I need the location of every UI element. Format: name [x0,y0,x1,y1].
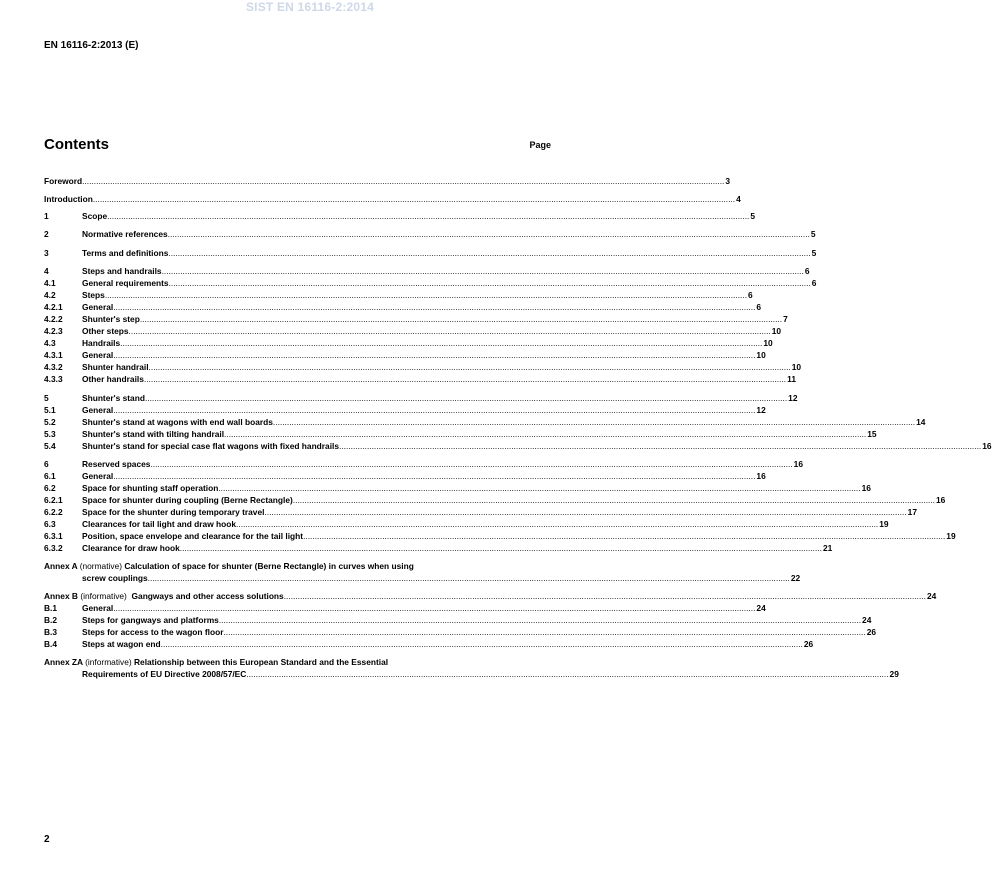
toc-title: General [82,350,114,360]
toc-page: 11 [787,374,796,384]
toc-title: General [82,603,114,613]
toc-row[interactable] [44,301,762,313]
toc-page: 16 [861,483,871,493]
toc-title: Scope [82,211,108,221]
toc-title: General requirements [82,278,169,288]
toc-page: 16 [982,441,992,451]
toc-title: screw couplings [82,573,148,583]
toc-page: 10 [756,350,766,360]
toc-page: 6 [748,290,753,300]
toc-row[interactable] [44,518,889,530]
toc-title: Clearances for tail light and draw hook [82,519,237,529]
toc-page: 19 [879,519,889,529]
toc-title: Steps at wagon end [82,639,161,649]
table-of-contents [44,0,992,877]
toc-title: General [82,405,114,415]
toc-title: Position, space envelope and clearance for the tail light [82,531,304,541]
toc-number: 4.2 [44,290,56,300]
toc-title: Normative references [82,229,168,239]
toc-title: Shunter's stand for special case flat wagons with fixed handrails [82,441,340,451]
toc-page: 6 [756,302,762,312]
toc-title: Shunter's stand [82,393,145,403]
toc-title: Handrails [82,338,121,348]
toc-number: B.1 [44,603,58,613]
toc-page: 26 [803,639,814,649]
toc-page: 5 [810,229,816,239]
page-column-label: Page [529,140,551,150]
toc-row[interactable] [44,289,753,301]
toc-number: 6.2.2 [44,507,63,517]
toc-row[interactable] [44,373,796,385]
toc-page: 24 [756,603,766,613]
toc-row[interactable] [44,325,782,337]
toc-number: 5.4 [44,441,56,451]
toc-number: 6.3.2 [44,543,63,553]
toc-page: 12 [756,405,766,415]
toc-row[interactable] [44,416,926,428]
toc-title: Requirements of EU Directive 2008/57/EC [82,669,247,679]
toc-number: 4.3 [44,338,56,348]
toc-page: 3 [725,176,731,186]
toc-row[interactable] [44,265,810,277]
toc-row[interactable] [44,392,798,404]
annex-prefix: Annex ZA [44,657,83,667]
toc-row[interactable] [44,506,917,518]
toc-page: 7 [783,314,788,324]
toc-page: 6 [811,278,817,288]
annex-title: Relationship between this European Standard and the Essential [133,657,389,667]
toc-number: 6 [44,459,49,469]
toc-row[interactable] [44,470,766,482]
toc-row[interactable] [44,277,817,289]
toc-page: 26 [866,627,877,637]
toc-title: Introduction [44,194,93,204]
toc-page: 10 [771,326,782,336]
page-number: 2 [44,834,50,845]
toc-title: Shunter handrail [82,362,149,372]
toc-number: B.2 [44,615,58,625]
toc-title: Other steps [82,326,129,336]
toc-page: 29 [889,669,899,679]
toc-number: 5.1 [44,405,56,415]
toc-row[interactable] [44,228,816,240]
toc-number: B.3 [44,627,58,637]
toc-number: 4 [44,266,49,276]
toc-row[interactable] [44,530,956,542]
toc-row[interactable] [44,626,877,638]
annex-prefix: Annex B [44,591,78,601]
toc-title: Shunter's step [82,314,140,324]
toc-title: Steps and handrails [82,266,162,276]
toc-annex-a-heading[interactable] [44,560,553,572]
toc-number: 2 [44,229,49,239]
toc-page: 16 [793,459,803,469]
annex-type: (informative) [85,657,132,667]
toc-page: 10 [763,338,773,348]
toc-row[interactable] [44,404,766,416]
toc-title: Other handrails [82,374,144,384]
toc-row[interactable] [44,337,773,349]
toc-row[interactable] [44,428,877,440]
toc-row[interactable] [44,349,766,361]
toc-page: 24 [926,591,937,601]
toc-page: 14 [916,417,926,427]
toc-number: B.4 [44,639,58,649]
toc-page: 15 [867,429,877,439]
toc-row[interactable] [44,614,872,626]
toc-number: 1 [44,211,49,221]
toc-row-foreword[interactable] [44,175,731,187]
toc-title: Space for the shunter during temporary travel [82,507,265,517]
toc-page: 6 [804,266,810,276]
toc-title: Steps for access to the wagon floor [82,627,224,637]
toc-row[interactable] [44,542,833,554]
toc-number: 4.3.3 [44,374,63,384]
toc-title: Space for shunting staff operation [82,483,219,493]
toc-number: 4.2.3 [44,326,63,336]
toc-page: 24 [862,615,872,625]
toc-title: General [82,471,114,481]
toc-number: 6.1 [44,471,56,481]
toc-page: 4 [736,194,741,204]
toc-number: 4.3.1 [44,350,63,360]
toc-page: 5 [750,211,756,221]
annex-title: Gangways and other access solutions [131,591,284,601]
toc-title: Steps [82,290,105,300]
annex-type: (informative) [80,591,127,601]
toc-number: 6.3 [44,519,56,529]
toc-page: 10 [791,362,802,372]
toc-number: 4.2.1 [44,302,63,312]
toc-title: Foreword [44,176,83,186]
toc-page: 5 [811,248,817,258]
toc-row-annex-a[interactable] [44,572,801,584]
toc-number: 4.1 [44,278,56,288]
toc-row[interactable] [44,440,992,452]
toc-title: Shunter's stand at wagons with end wall boards [82,417,273,427]
annex-title: Calculation of space for shunter (Berne Rectangle) in curves when using [124,561,414,571]
toc-title: General [82,302,114,312]
toc-page: 16 [756,471,766,481]
toc-title: Steps for gangways and platforms [82,615,219,625]
document-id: EN 16116-2:2013 (E) [44,40,139,51]
toc-row[interactable] [44,482,871,494]
toc-number: 5 [44,393,49,403]
contents-heading: Contents [44,136,109,153]
toc-number: 4.2.2 [44,314,63,324]
toc-title: Shunter's stand with tilting handrail [82,429,225,439]
toc-number: 4.3.2 [44,362,63,372]
toc-annex-za-heading[interactable] [44,656,553,668]
toc-row[interactable] [44,602,766,614]
toc-row[interactable] [44,247,817,259]
toc-title: Space for shunter during coupling (Berne Rectangle) [82,495,293,505]
toc-title: Clearance for draw hook [82,543,180,553]
toc-number: 5.3 [44,429,56,439]
toc-page: 21 [822,543,833,553]
annex-type: (normative) [79,561,123,571]
toc-row[interactable] [44,458,803,470]
annex-prefix: Annex A [44,561,78,571]
toc-row[interactable] [44,361,802,373]
toc-row[interactable] [44,494,946,506]
toc-page: 22 [790,573,801,583]
toc-row-introduction[interactable] [44,193,741,205]
toc-row-annex-za[interactable] [44,668,899,680]
toc-page: 12 [788,393,798,403]
toc-page: 19 [946,531,956,541]
toc-number: 5.2 [44,417,56,427]
toc-row-annex-b[interactable] [44,590,937,602]
toc-number: 6.2 [44,483,56,493]
toc-page: 16 [936,495,946,505]
toc-row[interactable] [44,313,788,325]
toc-row[interactable] [44,638,814,650]
toc-number: 3 [44,248,49,258]
toc-number: 6.3.1 [44,531,63,541]
toc-title: Reserved spaces [82,459,151,469]
toc-number: 6.2.1 [44,495,63,505]
toc-title: Terms and definitions [82,248,169,258]
toc-row[interactable] [44,210,756,222]
toc-page: 17 [907,507,917,517]
watermark: SIST EN 16116-2:2014 [245,0,375,14]
